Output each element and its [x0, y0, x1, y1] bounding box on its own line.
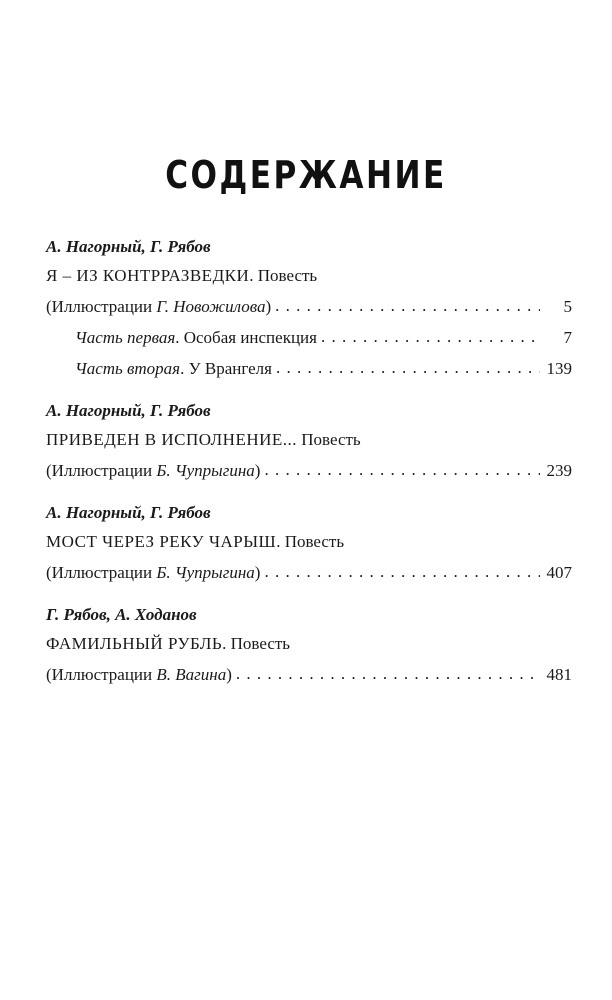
illustrations-prefix: (Иллюстрации	[46, 461, 157, 480]
part-label-italic: Часть первая	[75, 328, 176, 347]
part-label-rest: . У Врангеля	[180, 359, 272, 378]
illustrations-row[interactable]	[46, 291, 572, 322]
page-number: 239	[546, 461, 572, 480]
toc-entry	[46, 601, 572, 690]
page-title: СОДЕРЖАНИЕ	[165, 153, 447, 197]
part-row[interactable]	[46, 322, 572, 353]
entry-author: А. Нагорный, Г. Рябов	[46, 237, 211, 256]
entry-work-title	[46, 261, 572, 291]
work-genre-text: . Повесть	[249, 266, 318, 285]
work-title-text: МОСТ ЧЕРЕЗ РЕКУ ЧАРЫШ	[46, 532, 277, 551]
dot-leader	[236, 658, 540, 689]
entry-work-title	[46, 527, 572, 557]
illustrations-row[interactable]	[46, 659, 572, 690]
illustrations-label	[46, 557, 260, 588]
part-label-rest: . Особая инспекция	[175, 328, 317, 347]
toc-entry	[46, 499, 572, 588]
illustrations-suffix: )	[254, 563, 261, 582]
dot-leader	[264, 556, 540, 587]
illustrations-artist: Г. Новожилова	[156, 297, 266, 316]
work-genre-text: . Повесть	[222, 634, 291, 653]
illustrations-label	[46, 659, 232, 690]
entry-author: А. Нагорный, Г. Рябов	[46, 401, 211, 420]
illustrations-artist: Б. Чупрыгина	[156, 563, 255, 582]
illustrations-row[interactable]	[46, 455, 572, 486]
work-title-text: Я – ИЗ КОНТРРАЗВЕДКИ	[46, 266, 250, 285]
work-genre-text: . Повесть	[276, 532, 345, 551]
toc-entry	[46, 233, 572, 384]
entry-author: Г. Рябов, А. Ходанов	[46, 605, 197, 624]
illustrations-label	[46, 291, 271, 322]
illustrations-prefix: (Иллюстрации	[46, 665, 157, 684]
illustrations-prefix: (Иллюстрации	[46, 297, 157, 316]
page-number: 481	[546, 665, 572, 684]
dot-leader	[264, 454, 540, 485]
dot-leader	[276, 352, 540, 383]
entry-author: А. Нагорный, Г. Рябов	[46, 503, 211, 522]
illustrations-prefix: (Иллюстрации	[46, 563, 157, 582]
part-label-italic: Часть вторая	[75, 359, 181, 378]
work-title-text: ФАМИЛЬНЫЙ РУБЛЬ	[46, 634, 223, 653]
part-row[interactable]	[46, 353, 572, 384]
page-number: 5	[563, 297, 572, 316]
page-number: 139	[546, 359, 572, 378]
table-of-contents	[46, 233, 572, 703]
illustrations-suffix: )	[265, 297, 272, 316]
part-label	[75, 322, 317, 353]
toc-entry	[46, 397, 572, 486]
work-genre-text: Повесть	[297, 430, 361, 449]
dot-leader	[275, 290, 540, 321]
work-title-text: ПРИВЕДЕН В ИСПОЛНЕНИЕ...	[46, 430, 298, 449]
part-label	[75, 353, 272, 384]
illustrations-suffix: )	[226, 665, 232, 684]
entry-work-title	[46, 425, 572, 455]
illustrations-row[interactable]	[46, 557, 572, 588]
page-number: 7	[563, 328, 572, 347]
illustrations-artist: Б. Чупрыгина	[156, 461, 255, 480]
entry-work-title	[46, 629, 572, 659]
dot-leader	[321, 321, 540, 352]
illustrations-artist: В. Вагина	[156, 665, 227, 684]
page-number: 407	[546, 563, 572, 582]
illustrations-label	[46, 455, 260, 486]
illustrations-suffix: )	[254, 461, 261, 480]
